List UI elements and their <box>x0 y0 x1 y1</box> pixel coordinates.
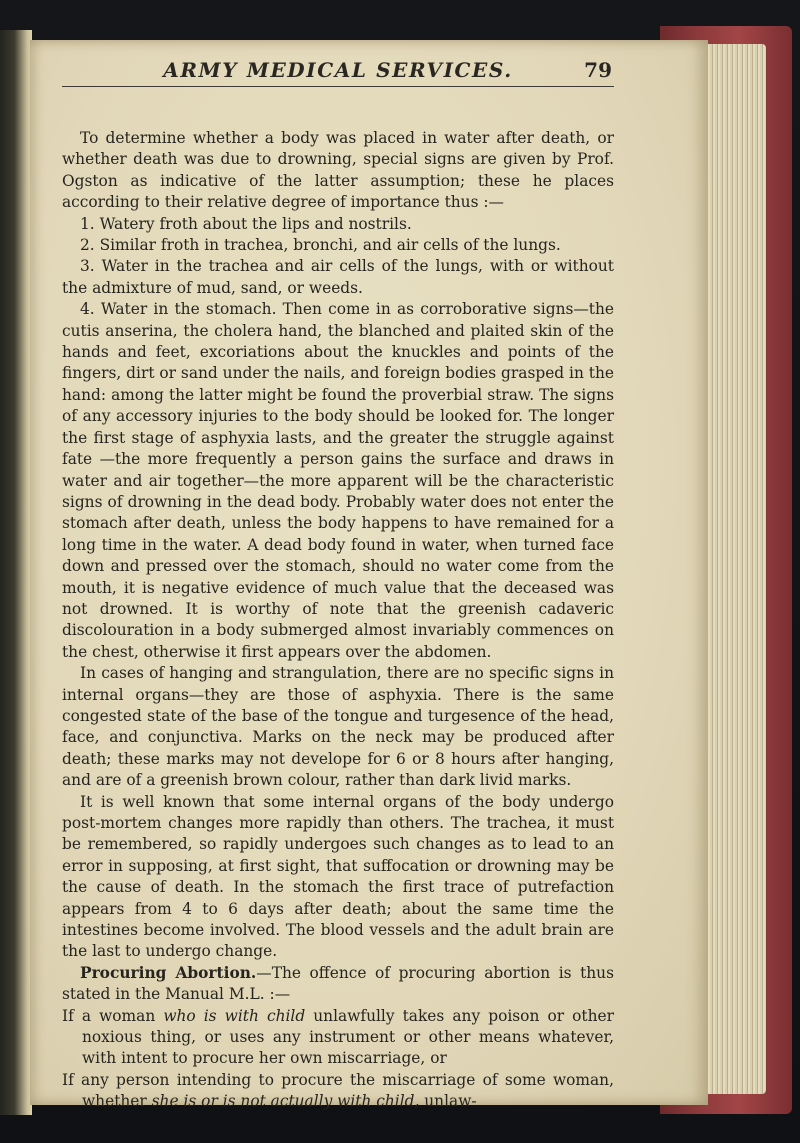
page-header <box>62 56 614 87</box>
paragraph-abortion <box>62 963 614 1006</box>
abortion-text: —The offence of procuring abortion is thus stated in the Manual M.L. :— <box>62 963 614 1004</box>
running-head: ARMY MEDICAL SERVICES. <box>163 58 513 82</box>
law1-italic: who is with child <box>163 1006 306 1025</box>
list-item-1: 1. Watery froth about the lips and nostrils. <box>80 214 412 233</box>
page-number: 79 <box>584 58 612 82</box>
law1-post: unlawfully takes any poison or other noxious thing, or uses any instrument or other means whatever, with intent to procure her own miscarriage, or <box>82 1006 614 1068</box>
law2-post: unlaw- <box>419 1092 477 1111</box>
page-body <box>62 128 614 1111</box>
law2-italic: she is or is not actually with child, <box>151 1092 420 1111</box>
law1-pre: If a woman <box>62 1006 164 1025</box>
paragraph-hanging: In cases of hanging and strangulation, there are no specific signs in internal organs—they are those of asphyxia. There is the same congested state of the base of the tongue and turgesence of the head, face, and conjunctiva. Marks on the neck may be produced after death; these marks may not develope for 6 or 8 hours after hanging, and are of a greenish brown colour, rather than dark livid marks. <box>62 664 614 790</box>
abortion-heading: Procuring Abortion. <box>80 963 257 982</box>
list-item-2: 2. Similar froth in trachea, bronchi, and air cells of the lungs. <box>80 236 561 255</box>
law-clause-2 <box>62 1070 614 1113</box>
list-item-4: 4. Water in the stomach. Then come in as corroborative signs—the cutis anserina, the cholera hand, the blanched and plaited skin of the hands and feet, excoriations about the knuckles and points of the fingers, dirt or sand under the nails, and foreign bodies grasped in the hand: among the latter might be found the proverbial straw. The signs of any accessory injuries to the body should be looked for. The longer the first stage of asphyxia lasts, and the greater the struggle against fate —the more frequently a person gains the surface and draws in water and air together—the more apparent will be the characteristic signs of drowning in the dead body. Probably water does not enter the stomach after death, unless the body happens to have remained for a long time in the water. A dead body found in water, when turned face down and pressed over the stomach, should no water come from the mouth, it is negative evidence of much value that the deceased was not drowned. It is worthy of note that the greenish cadaveric discolouration in a body submerged almost invariably commences on the chest, otherwise it first appears over the abdomen. <box>62 300 614 661</box>
paragraph-postmortem: It is well known that some internal organs of the body undergo post-mortem changes more rapidly than others. The trachea, it must be remembered, so rapidly undergoes such changes as to lead to an error in supposing, at first sight, that suffocation or drowning may be the cause of death. In the stomach the first trace of putrefaction appears from 4 to 6 days after death; about the same time the intestines become involved. The blood vessels and the adult brain are the last to undergo change. <box>62 792 614 961</box>
left-binding-edge <box>0 30 32 1115</box>
law2-pre: If any person intending to procure the miscarriage of some woman, whether <box>62 1070 614 1111</box>
list-item-3: 3. Water in the trachea and air cells of the lungs, with or without the admixture of mud, sand, or weeds. <box>62 257 614 297</box>
paragraph-intro: To determine whether a body was placed in water after death, or whether death was due to drowning, special signs are given by Prof. Ogston as indicative of the latter assumption; these he places according to their relative degree of importance thus :— <box>62 129 614 212</box>
law-clause-1 <box>62 1006 614 1070</box>
